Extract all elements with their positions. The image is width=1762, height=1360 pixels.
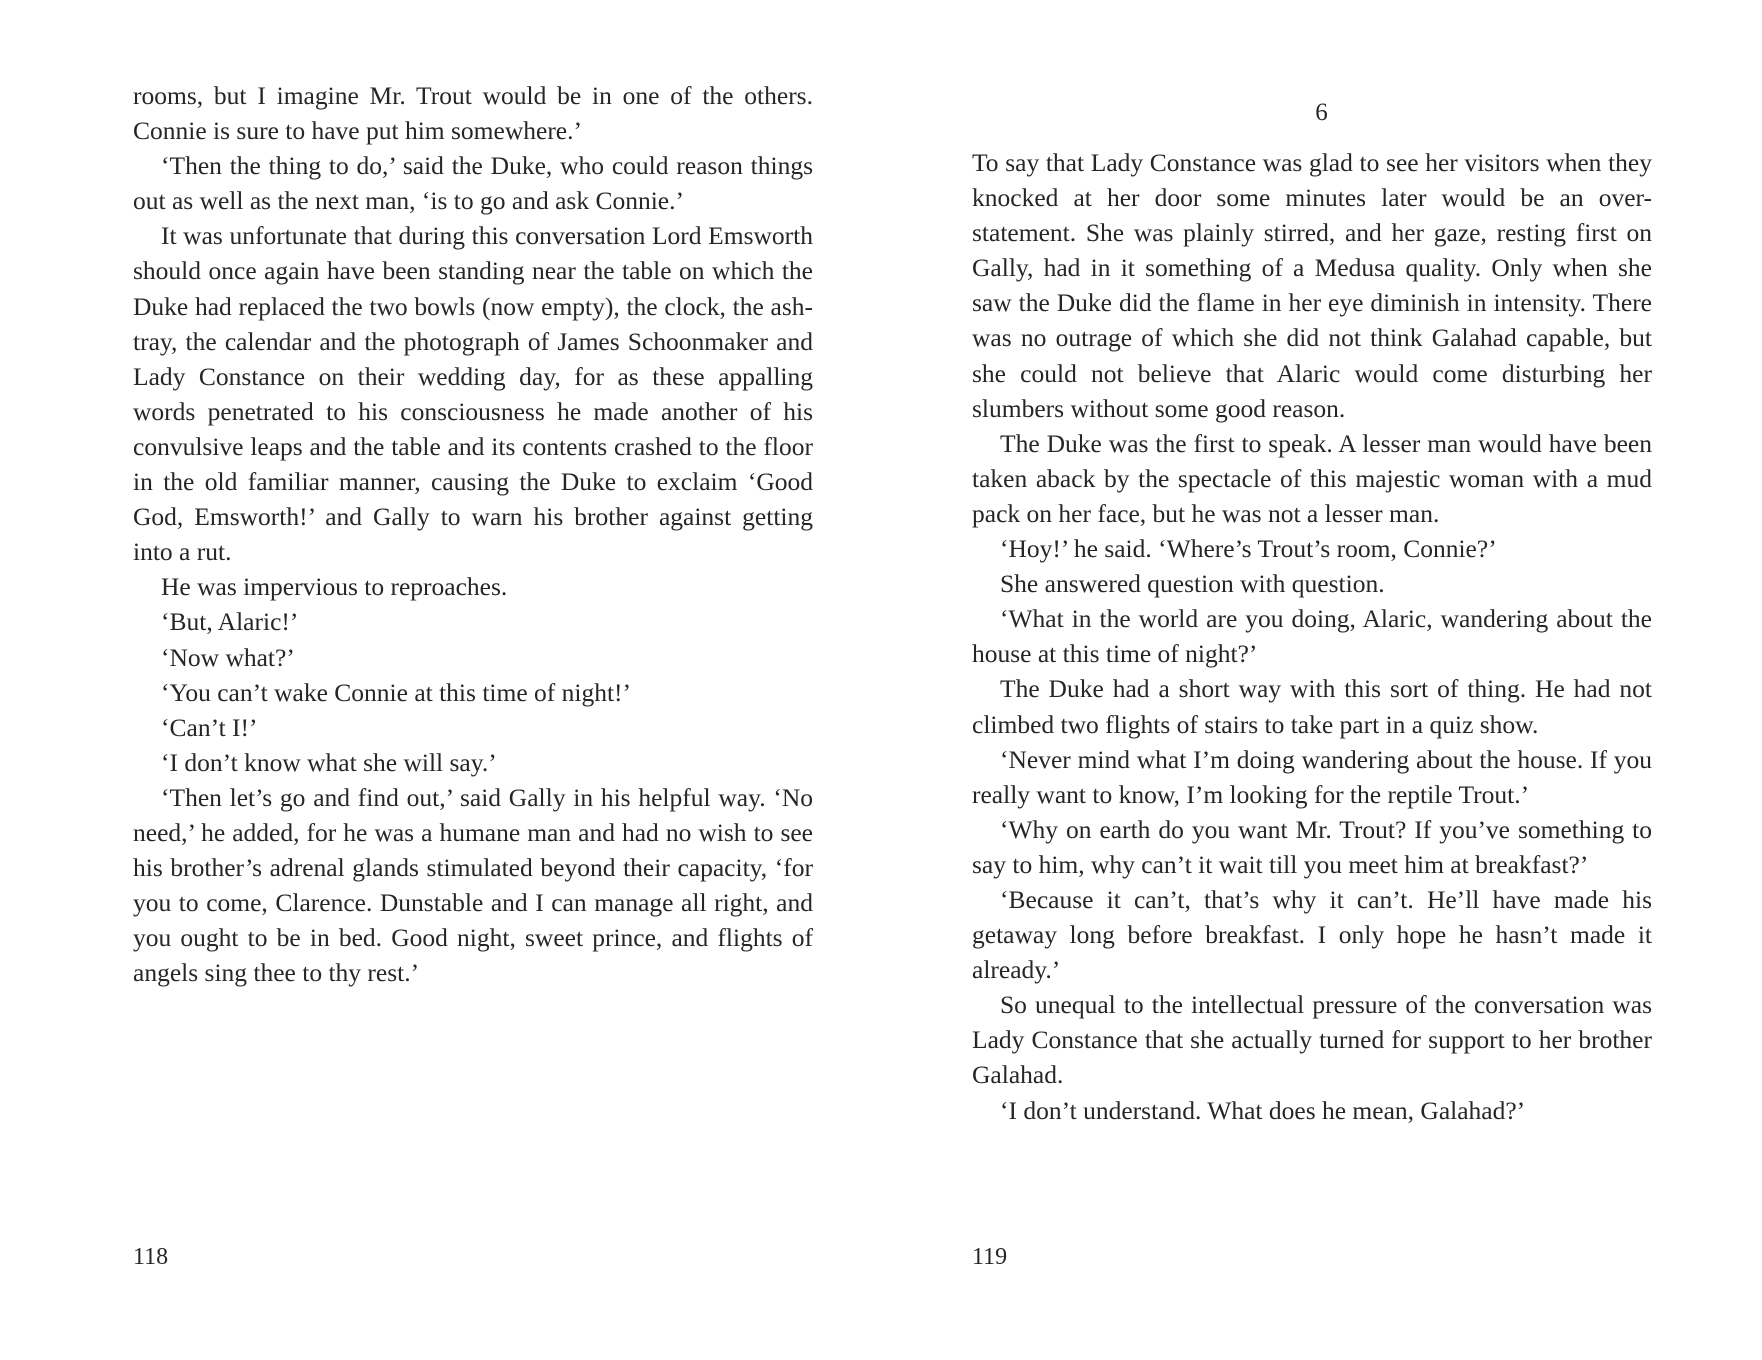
- page-number: 118: [133, 1244, 169, 1270]
- paragraph: ‘Then let’s go and find out,’ said Gally in his helpful way. ‘No need,’ he added, for he was a humane man and had no wish to see his brother’s adrenal glands stimulated beyond their capacity, ‘for you to come, Clarence. Dunstable and I can manage all right, and you ought to be in bed. Good night, sweet prince, and flights of angels sing thee to thy rest.’: [133, 782, 813, 988]
- paragraph: ‘Then the thing to do,’ said the Duke, who could reason things out as well as the next man, ‘is to go and ask Connie.’: [133, 151, 813, 216]
- page-number: 119: [972, 1244, 1008, 1270]
- paragraph: She answered question with question.: [1000, 569, 1385, 599]
- paragraph: To say that Lady Constance was glad to see her visitors when they knocked at her door some minutes later would be an over-statement. She was plainly stirred, and her gaze, resting first on Gally, had in it something of a Medusa quality. Only when she saw the Duke did the flame in her eye diminish in intensity. There was no outrage of which she did not think Galahad capable, but she could not believe that Alaric would come disturbing her slumbers without some good reason.: [972, 148, 1652, 423]
- right-page: [881, 0, 1762, 1360]
- paragraph: ‘I don’t understand. What does he mean, Galahad?’: [1000, 1095, 1526, 1125]
- paragraph: ‘I don’t know what she will say.’: [161, 747, 497, 777]
- paragraph: ‘Never mind what I’m doing wandering about the house. If you really want to know, I’m looking for the reptile Trout.’: [972, 744, 1652, 809]
- paragraph: ‘Hoy!’ he said. ‘Where’s Trout’s room, Connie?’: [1000, 534, 1497, 564]
- left-page-text: [133, 78, 813, 990]
- chapter-number: 6: [1315, 99, 1328, 126]
- paragraph: ‘Now what?’: [161, 642, 295, 672]
- paragraph: The Duke was the first to speak. A lesser man would have been taken aback by the spectacle of this majestic woman with a mud pack on her face, but he was not a lesser man.: [972, 428, 1652, 528]
- right-page-text: [972, 145, 1652, 1128]
- paragraph: The Duke had a short way with this sort of thing. He had not climbed two flights of stairs to take part in a quiz show.: [972, 674, 1652, 739]
- paragraph: So unequal to the intellectual pressure of the conversation was Lady Constance that she actually turned for support to her brother Galahad.: [972, 990, 1652, 1090]
- paragraph: ‘Can’t I!’: [161, 712, 258, 742]
- paragraph: ‘What in the world are you doing, Alaric, wandering about the house at this time of night?’: [972, 604, 1652, 669]
- paragraph: ‘You can’t wake Connie at this time of night!’: [161, 677, 632, 707]
- paragraph: rooms, but I imagine Mr. Trout would be in one of the others. Connie is sure to have put him somewhere.’: [133, 81, 813, 146]
- paragraph: ‘Why on earth do you want Mr. Trout? If you’ve something to say to him, why can’t it wait till you meet him at breakfast?’: [972, 814, 1652, 879]
- paragraph: It was unfortunate that during this conversation Lord Emsworth should once again have been standing near the table on which the Duke had replaced the two bowls (now empty), the clock, the ash-tray, the calendar and the photograph of James Schoonmaker and Lady Constance on their wedding day, for as these appalling words penetrated to his consciousness he made another of his convulsive leaps and the table and its contents crashed to the floor in the old familiar manner, causing the Duke to exclaim ‘Good God, Emsworth!’ and Gally to warn his brother against getting into a rut.: [133, 221, 813, 567]
- paragraph: ‘Because it can’t, that’s why it can’t. He’ll have made his getaway long before breakfast. I only hope he hasn’t made it already.’: [972, 884, 1652, 985]
- paragraph: ‘But, Alaric!’: [161, 607, 299, 637]
- paragraph: He was impervious to reproaches.: [161, 572, 508, 602]
